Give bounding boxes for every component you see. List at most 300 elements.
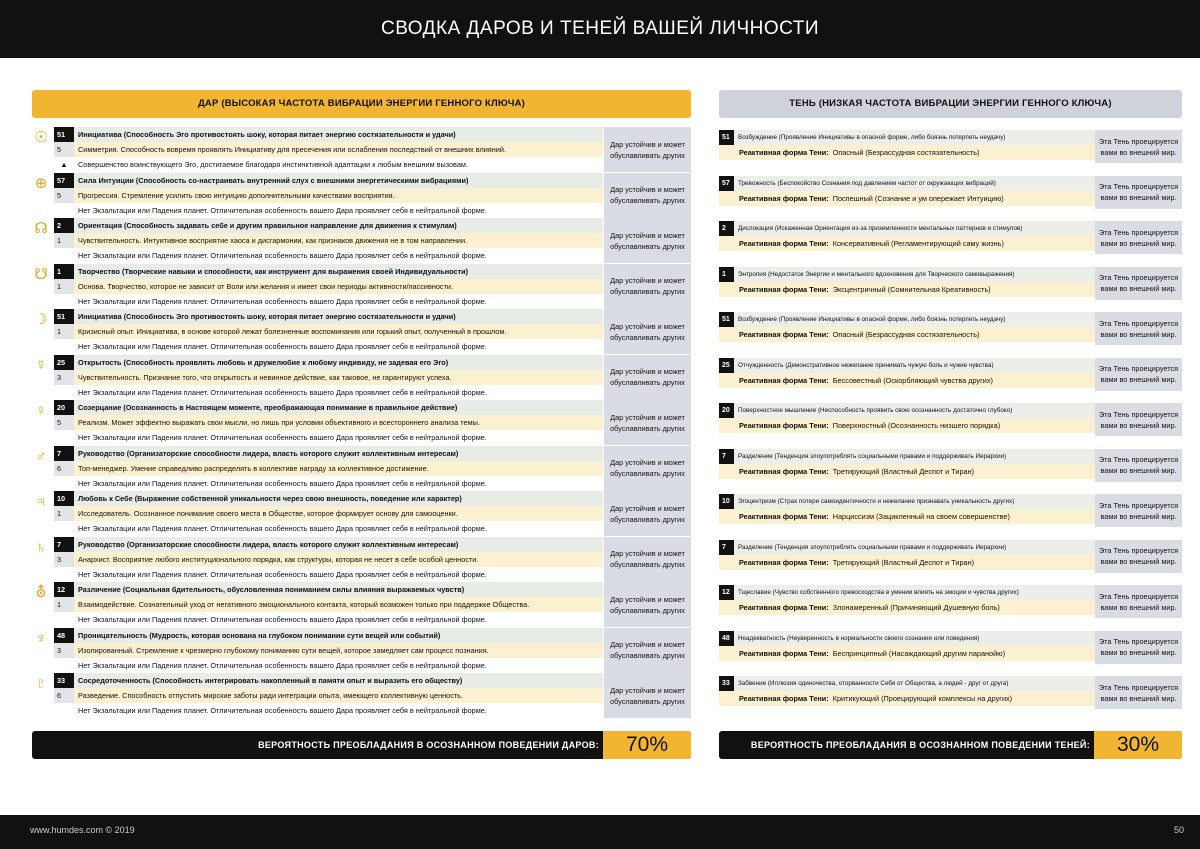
gift-line-row (54, 461, 603, 476)
gift-side-note: Дар устойчив и может обуславливать других (604, 218, 691, 263)
gifts-column (32, 90, 691, 719)
shadow-reactive-row (719, 646, 1095, 661)
shadow-side-note: Эта Тень проецируется вами во внешний мир. (1095, 585, 1182, 618)
shadow-reactive-value: Нарциссизм (Зацикленный на своем совершенстве) (832, 512, 1010, 521)
gift-exaltation-number (54, 567, 74, 582)
shadow-title-row (719, 221, 1095, 236)
gift-exaltation-text: Нет Экзальтации или Падения планет. Отличительная особенность вашего Дара проявляет себя в нейтральной форме. (78, 387, 487, 397)
shadow-side-note: Эта Тень проецируется вами во внешний мир. (1095, 221, 1182, 254)
shadow-row (719, 264, 1182, 310)
gift-row (32, 446, 691, 492)
gift-title-text: Сила Интуиции (Способность со-настраивать внутренний слух с внешними энергетическими вибрациями) (78, 175, 469, 185)
gift-title-row (54, 218, 603, 233)
shadow-title-row (719, 540, 1095, 555)
gift-row (32, 491, 691, 537)
shadow-reactive-label: Реактивная форма Тени: (739, 239, 829, 248)
gift-line-row (54, 506, 603, 521)
shadow-reactive-row (719, 464, 1095, 479)
gift-side-note: Дар устойчив и может обуславливать других (604, 264, 691, 309)
shadow-number: 2 (719, 221, 734, 236)
shadow-row (719, 582, 1182, 628)
shadow-reactive-label: Реактивная форма Тени: (739, 193, 829, 203)
gift-line-row (54, 415, 603, 430)
gift-line-text: Симметрия. Способность вовремя проявлять Инициативу для пресечения или ослабления последствий от внешних влияний. (78, 145, 506, 154)
gift-title-text: Любовь к Себе (Выражение собственной уникальности через свою внешность, поведение или характер) (78, 494, 462, 503)
gift-title-text: Инициатива (Способность Эго противостоять шоку, которая питает энергию состязательности и удачи) (78, 130, 456, 139)
shadow-row (719, 355, 1182, 401)
shadow-number: 7 (719, 540, 734, 555)
shadow-side-note: Эта Тень проецируется вами во внешний мир. (1095, 358, 1182, 391)
shadow-reactive-value: Консервативный (Регламентирующий саму жизнь) (832, 239, 1004, 248)
shadow-reactive-row (719, 327, 1095, 342)
gift-title-row (54, 537, 603, 552)
shadow-text: Тщеславие (Чувство собственного превосходства в умении влиять на эмоции и чувства других) (738, 589, 1019, 596)
gift-title-row (54, 446, 603, 461)
gift-side-note: Дар устойчив и может обуславливать других (604, 582, 691, 627)
shadow-title-row (719, 494, 1095, 509)
shadow-reactive-label: Реактивная форма Тени: (739, 421, 829, 430)
shadow-text: Возбуждение (Проявление Инициативы в опасной форме, либо боязнь потерпеть неудачу) (738, 134, 1006, 141)
gift-lines (54, 491, 603, 536)
gift-exaltation-row (54, 157, 603, 172)
gift-lines (54, 218, 603, 263)
shadow-reactive-value: Поверхностный (Осознанность низшего порядка) (832, 421, 1001, 430)
gift-exaltation-row (54, 612, 603, 627)
shadows-list (719, 127, 1182, 719)
shadow-row (719, 218, 1182, 264)
neptune-icon: ♆ (35, 629, 47, 647)
gift-title-number: 51 (54, 127, 74, 142)
gift-side-note: Дар устойчив и может обуславливать других (604, 628, 691, 673)
gift-lines (54, 628, 603, 673)
gift-lines (54, 582, 603, 627)
gift-exaltation-row (54, 203, 603, 218)
gift-title-row (54, 355, 603, 370)
shadow-lines (719, 676, 1095, 706)
gift-side-note: Дар устойчив и может обуславливать других (604, 673, 691, 718)
gift-title-row (54, 127, 603, 142)
gift-title-number: 10 (54, 491, 74, 506)
gifts-probability-bar (32, 731, 691, 759)
shadow-reactive-label: Реактивная форма Тени: (739, 648, 829, 658)
gift-exaltation-text: Нет Экзальтации или Падения планет. Отличительная особенность вашего Дара проявляет себя в нейтральной форме. (78, 296, 487, 306)
shadow-text: Возбуждение (Проявление Инициативы в опасной форме, либо боязнь потерпеть неудачу) (738, 316, 1006, 323)
shadow-title-row (719, 631, 1095, 646)
gift-exaltation-text: Нет Экзальтации или Падения планет. Отличительная особенность вашего Дара проявляет себя в нейтральной форме. (78, 478, 487, 488)
gift-title-row (54, 491, 603, 506)
gift-title-text: Открытость (Способность проявлять любовь и дружелюбие к любому индивиду, не задевая его Эго) (78, 357, 449, 367)
gift-title-number: 51 (54, 309, 74, 324)
shadow-reactive-value: Бессовестный (Оскорбляющий чувства других) (832, 375, 993, 385)
gift-exaltation-text: Нет Экзальтации или Падения планет. Отличительная особенность вашего Дара проявляет себя в нейтральной форме. (78, 569, 487, 579)
gift-title-row (54, 264, 603, 279)
shadow-side-note: Эта Тень проецируется вами во внешний мир. (1095, 176, 1182, 209)
shadow-title-row (719, 358, 1095, 373)
gift-line-text: Кризисный опыт. Инициатива, в основе которой лежат болезненные воспоминания или горький опыт, полученный в прошлом. (78, 327, 507, 336)
shadow-row (719, 309, 1182, 355)
gift-line-text: Чувствительность. Интуитивное восприятие хаоса и дисгармонии, как признаков движения не в том направлении. (78, 236, 468, 245)
shadow-number: 12 (719, 585, 734, 600)
shadow-title-row (719, 585, 1095, 600)
gift-side-note: Дар устойчив и может обуславливать других (604, 355, 691, 400)
gift-line-number: 5 (54, 142, 74, 157)
shadows-probability-bar (719, 731, 1182, 759)
shadow-row (719, 628, 1182, 674)
shadow-reactive-value: Опасный (Безрассудная состязательность) (832, 330, 980, 339)
gift-row (32, 355, 691, 401)
gift-exaltation-number (54, 385, 74, 400)
saturn-icon: ♄ (35, 538, 47, 556)
shadow-text: Разделение (Тенденция злоупотреблять социальными правами и поддерживать Иерархии) (738, 543, 1007, 551)
shadow-side-note: Эта Тень проецируется вами во внешний мир. (1095, 130, 1182, 163)
gift-line-number: 1 (54, 324, 74, 339)
shadow-reactive-row (719, 282, 1095, 297)
gift-side-note: Дар устойчив и может обуславливать других (604, 446, 691, 491)
gift-title-text: Руководство (Организаторские способности лидера, власть которого служит коллективным интересам) (78, 448, 459, 458)
gift-line-row (54, 370, 603, 385)
gift-line-number: 5 (54, 188, 74, 203)
gift-title-text: Инициатива (Способность Эго противостоять шоку, которая питает энергию состязательности и удачи) (78, 312, 456, 321)
gift-exaltation-text: Совершенство воинствующего Эго, достигаемое благодаря инстинктивной адаптации к любым внешним вызовам. (78, 160, 468, 169)
shadow-number: 57 (719, 176, 734, 191)
gift-exaltation-row (54, 339, 603, 354)
gift-title-number: 48 (54, 628, 74, 643)
gift-line-text: Разведение. Способность отпустить мирские заботы ради интеграции опыта, имеющего коллективную ценность. (78, 691, 464, 700)
shadow-row (719, 173, 1182, 219)
gift-lines (54, 400, 603, 445)
gift-side-note: Дар устойчив и может обуславливать других (604, 127, 691, 172)
shadow-side-note: Эта Тень проецируется вами во внешний мир. (1095, 312, 1182, 345)
gift-line-text: Изолированный. Стремление к чрезмерно глубокому пониманию сути вещей, которое замедляет сам процесс познания. (78, 645, 489, 655)
shadow-reactive-label: Реактивная форма Тени: (739, 512, 829, 521)
pluto-icon: ♇ (35, 675, 47, 692)
shadow-side-note: Эта Тень проецируется вами во внешний мир. (1095, 676, 1182, 709)
shadow-lines (719, 358, 1095, 388)
shadow-reactive-label: Реактивная форма Тени: (739, 466, 829, 476)
gift-exaltation-text: Нет Экзальтации или Падения планет. Отличительная особенность вашего Дара проявляет себя в нейтральной форме. (78, 342, 487, 351)
gift-line-row (54, 597, 603, 612)
gift-row (32, 582, 691, 628)
gift-exaltation-text: Нет Экзальтации или Падения планет. Отличительная особенность вашего Дара проявляет себя в нейтральной форме. (78, 615, 487, 624)
mars-icon: ♂ (35, 447, 47, 465)
shadow-title-row (719, 176, 1095, 191)
gift-exaltation-row (54, 521, 603, 536)
shadow-reactive-value: Третирующий (Властный Деспот и Тиран) (832, 466, 975, 476)
gifts-list (32, 127, 691, 719)
shadow-lines (719, 312, 1095, 342)
shadow-lines (719, 585, 1095, 615)
gift-title-text: Проницательность (Мудрость, которая основана на глубоком понимании сути вещей или событий) (78, 630, 441, 640)
gift-line-number: 3 (54, 552, 74, 567)
gift-exaltation-text: Нет Экзальтации или Падения планет. Отличительная особенность вашего Дара проявляет себя в нейтральной форме. (78, 251, 487, 260)
venus-icon: ♀ (35, 402, 47, 419)
shadow-lines (719, 403, 1095, 433)
gift-lines (54, 673, 603, 718)
gift-line-text: Взаимодействие. Сознательный уход от негативного эмоционального контакта, который возможен только при поддержке Общества. (78, 600, 530, 609)
gift-exaltation-row (54, 385, 603, 400)
shadow-reactive-row (719, 145, 1095, 160)
shadow-lines (719, 176, 1095, 206)
gift-title-row (54, 582, 603, 597)
gift-exaltation-row (54, 703, 603, 718)
gift-exaltation-row (54, 476, 603, 491)
gift-title-number: 20 (54, 400, 74, 415)
gift-title-text: Ориентация (Способность задавать себе и другим правильное направление для движения к стимулам) (78, 221, 457, 230)
gift-title-text: Сосредоточенность (Способность интегрировать накопленный в памяти опыт и выразить его обществу) (78, 676, 463, 685)
shadow-reactive-label: Реактивная форма Тени: (739, 557, 829, 567)
shadows-column (719, 90, 1182, 719)
shadow-number: 20 (719, 403, 734, 418)
gift-exaltation-number (54, 248, 74, 263)
gift-line-text: Прогрессия. Стремление усилить свою интуицию дополнительными качествами восприятия. (78, 190, 395, 200)
shadow-title-row (719, 312, 1095, 327)
shadow-text: Эгоцентризм (Страх потери самоидентичности и нежелание признавать уникальность других) (738, 498, 1015, 505)
gift-lines (54, 309, 603, 354)
gift-row (32, 309, 691, 355)
gift-title-number: 57 (54, 173, 74, 188)
gift-exaltation-row (54, 430, 603, 445)
gift-title-number: 1 (54, 264, 74, 279)
gift-title-row (54, 628, 603, 643)
gift-line-number: 1 (54, 506, 74, 521)
shadow-row (719, 127, 1182, 173)
gift-exaltation-text: Нет Экзальтации или Падения планет. Отличительная особенность вашего Дара проявляет себя в нейтральной форме. (78, 205, 487, 215)
shadow-lines (719, 449, 1095, 479)
gift-lines (54, 537, 603, 582)
gift-exaltation-number (54, 203, 74, 218)
shadow-number: 48 (719, 631, 734, 646)
gifts-probability-label: ВЕРОЯТНОСТЬ ПРЕОБЛАДАНИЯ В ОСОЗНАННОМ ПОВЕДЕНИИ ДАРОВ: (258, 740, 599, 750)
shadow-reactive-value: Опасный (Безрассудная состязательность) (832, 148, 980, 157)
gift-side-note: Дар устойчив и может обуславливать других (604, 537, 691, 582)
gift-row (32, 173, 691, 219)
shadow-text: Забвение (Иллюзия одиночества, оторванности Себя от Общества, а людей - друг от друга) (738, 680, 1009, 687)
page-number: 50 (1173, 825, 1184, 835)
shadow-side-note: Эта Тень проецируется вами во внешний мир. (1095, 540, 1182, 573)
shadow-reactive-label: Реактивная форма Тени: (739, 330, 829, 339)
shadow-title-row (719, 130, 1095, 145)
gift-title-row (54, 673, 603, 688)
shadow-title-row (719, 267, 1095, 282)
shadow-number: 25 (719, 358, 734, 373)
footer (0, 815, 1200, 849)
gift-title-row (54, 309, 603, 324)
shadow-side-note: Эта Тень проецируется вами во внешний мир. (1095, 403, 1182, 436)
shadow-side-note: Эта Тень проецируется вами во внешний мир. (1095, 267, 1182, 300)
shadow-row (719, 446, 1182, 492)
moon-icon: ☽ (34, 311, 48, 328)
shadow-number: 33 (719, 676, 734, 691)
gift-lines (54, 173, 603, 218)
gift-line-number: 1 (54, 233, 74, 248)
shadow-reactive-value: Поспешный (Сознание и ум опережает Интуицию) (832, 193, 1004, 203)
gift-exaltation-text: Нет Экзальтации или Падения планет. Отличительная особенность вашего Дара проявляет себя в нейтральной форме. (78, 524, 487, 533)
gift-exaltation-row (54, 294, 603, 309)
shadow-text: Разделение (Тенденция злоупотреблять социальными правами и поддерживать Иерархии) (738, 452, 1007, 460)
gift-row (32, 264, 691, 310)
shadows-header: ТЕНЬ (НИЗКАЯ ЧАСТОТА ВИБРАЦИИ ЭНЕРГИИ ГЕННОГО КЛЮЧА) (719, 90, 1182, 118)
shadow-reactive-row (719, 691, 1095, 706)
shadow-text: Отчужденность (Демонстративное нежелание принимать чужую боль и чужие чувства) (738, 361, 994, 369)
gift-lines (54, 264, 603, 309)
gift-exaltation-number (54, 476, 74, 491)
shadow-reactive-value: Критикующий (Проецирующий комплексы на других) (832, 694, 1013, 703)
gift-lines (54, 355, 603, 400)
gift-line-number: 3 (54, 643, 74, 658)
gift-title-text: Руководство (Организаторские способности лидера, власть которого служит коллективным интересам) (78, 539, 459, 549)
gift-line-row (54, 643, 603, 658)
shadow-side-note: Эта Тень проецируется вами во внешний мир. (1095, 449, 1182, 482)
shadow-reactive-value: Эксцентричный (Сомнительная Креативность) (832, 284, 991, 294)
shadow-text: Тревожность (Беспокойство Сознания под давлением частот от окружающих вибраций) (738, 179, 996, 187)
shadow-reactive-row (719, 555, 1095, 570)
gift-exaltation-row (54, 248, 603, 263)
footer-url: www.humdes.com © 2019 (30, 825, 135, 835)
shadow-reactive-label: Реактивная форма Тени: (739, 148, 829, 157)
gift-lines (54, 446, 603, 491)
shadow-reactive-label: Реактивная форма Тени: (739, 694, 829, 703)
gift-title-text: Творчество (Творческие навыки и способности, как инструмент для выражения своей Индивидуальности) (78, 266, 469, 276)
gift-exaltation-number (54, 612, 74, 627)
shadow-row (719, 400, 1182, 446)
shadow-text: Неадекватность (Неуверенность в нормальности своего сознания или поведения) (738, 634, 980, 642)
gift-line-number: 1 (54, 597, 74, 612)
page-title: СВОДКА ДАРОВ И ТЕНЕЙ ВАШЕЙ ЛИЧНОСТИ (381, 18, 819, 39)
gift-title-text: Различение (Социальная бдительность, обусловленная пониманием силы влияния выражаемых чувств) (78, 585, 465, 594)
shadow-title-row (719, 403, 1095, 418)
shadow-title-row (719, 676, 1095, 691)
gift-title-number: 7 (54, 446, 74, 461)
gift-line-number: 6 (54, 461, 74, 476)
south-node-icon: ☋ (34, 265, 48, 283)
gift-row (32, 127, 691, 173)
shadow-title-row (719, 449, 1095, 464)
shadow-lines (719, 631, 1095, 661)
shadows-probability-value: 30% (1094, 731, 1182, 759)
shadow-side-note: Эта Тень проецируется вами во внешний мир. (1095, 494, 1182, 527)
shadow-lines (719, 221, 1095, 251)
shadow-number: 7 (719, 449, 734, 464)
gift-line-text: Анархист. Восприятие любого институционального порядка, как структуры, которая не несет в себе особой ценности. (78, 554, 479, 564)
gift-line-text: Топ-менеджер. Умение справедливо распределять в коллективе награду за коллективное достижение. (78, 463, 429, 473)
gift-line-row (54, 324, 603, 339)
gifts-probability-value: 70% (603, 731, 691, 759)
north-node-icon: ☊ (34, 220, 48, 237)
shadow-reactive-label: Реактивная форма Тени: (739, 284, 829, 294)
shadow-reactive-label: Реактивная форма Тени: (739, 375, 829, 385)
shadow-lines (719, 267, 1095, 297)
shadow-reactive-row (719, 600, 1095, 615)
gift-exaltation-number (54, 658, 74, 673)
gift-line-text: Реализм. Может эффектно выражать свои мысли, но лишь при условии объективного и всестороннего анализа темы. (78, 418, 480, 427)
gift-line-row (54, 142, 603, 157)
gift-line-number: 1 (54, 279, 74, 294)
shadow-reactive-value: Третирующий (Властный Деспот и Тиран) (832, 557, 975, 567)
shadow-reactive-value: Злонамеренный (Причиняющий Душевную боль) (832, 603, 1000, 612)
gift-exaltation-number (54, 703, 74, 718)
gift-exaltation-number (54, 430, 74, 445)
gift-row (32, 400, 691, 446)
gift-exaltation-text: Нет Экзальтации или Падения планет. Отличительная особенность вашего Дара проявляет себя в нейтральной форме. (78, 706, 487, 715)
shadow-lines (719, 130, 1095, 160)
gifts-header: ДАР (ВЫСОКАЯ ЧАСТОТА ВИБРАЦИИ ЭНЕРГИИ ГЕННОГО КЛЮЧА) (32, 90, 691, 118)
gift-exaltation-text: Нет Экзальтации или Падения планет. Отличительная особенность вашего Дара проявляет себя в нейтральной форме. (78, 660, 487, 670)
mercury-icon: ☿ (35, 356, 47, 374)
gift-exaltation-number (54, 294, 74, 309)
shadow-text: Поверхностное мышление (Неспособность проявить свою осознанность достаточно глубоко) (738, 407, 1013, 414)
shadow-lines (719, 540, 1095, 570)
sun-icon: ☉ (34, 129, 48, 146)
gift-line-text: Чувствительность. Признание того, что открытость и невинное действие, как таковое, не гарантируют успеха. (78, 372, 452, 382)
gift-exaltation-row (54, 567, 603, 582)
gift-title-row (54, 173, 603, 188)
shadow-number: 51 (719, 130, 734, 145)
shadow-lines (719, 494, 1095, 524)
gift-title-number: 33 (54, 673, 74, 688)
uranus-icon: ⛢ (35, 584, 47, 601)
gift-title-text: Созерцание (Осознанность в Настоящем моменте, преображающая понимание в правильное действие) (78, 403, 458, 412)
gift-title-number: 12 (54, 582, 74, 597)
shadow-text: Энтропия (Недостаток Энергии и ментального вдохновения для Творческого самовыражения) (738, 270, 1015, 278)
gift-title-number: 2 (54, 218, 74, 233)
gift-exaltation-text: Нет Экзальтации или Падения планет. Отличительная особенность вашего Дара проявляет себя в нейтральной форме. (78, 433, 487, 442)
gift-row (32, 537, 691, 583)
gift-line-text: Исследователь. Осознанное понимание своего места в Обществе, которое формирует основу для самооценки. (78, 509, 458, 518)
gift-line-row (54, 188, 603, 203)
gift-title-number: 7 (54, 537, 74, 552)
shadow-reactive-value: Беспринципный (Насаждающий другим паранойю) (832, 648, 1006, 658)
gift-side-note: Дар устойчив и может обуславливать других (604, 491, 691, 536)
gift-title-row (54, 400, 603, 415)
shadow-reactive-row (719, 236, 1095, 251)
gift-line-number: 6 (54, 688, 74, 703)
shadow-number: 10 (719, 494, 734, 509)
gift-line-row (54, 233, 603, 248)
gift-line-row (54, 279, 603, 294)
jupiter-icon: ♃ (35, 493, 47, 510)
gift-exaltation-number (54, 521, 74, 536)
shadow-row (719, 491, 1182, 537)
gift-row (32, 218, 691, 264)
gift-line-row (54, 688, 603, 703)
shadow-reactive-row (719, 373, 1095, 388)
gift-lines (54, 127, 603, 172)
shadow-reactive-row (719, 418, 1095, 433)
gift-side-note: Дар устойчив и может обуславливать других (604, 400, 691, 445)
gift-side-note: Дар устойчив и может обуславливать других (604, 309, 691, 354)
gift-line-number: 5 (54, 415, 74, 430)
gift-line-number: 3 (54, 370, 74, 385)
shadow-row (719, 673, 1182, 719)
gift-title-number: 25 (54, 355, 74, 370)
gift-side-note: Дар устойчив и может обуславливать других (604, 173, 691, 218)
shadows-probability-label: ВЕРОЯТНОСТЬ ПРЕОБЛАДАНИЯ В ОСОЗНАННОМ ПОВЕДЕНИИ ТЕНЕЙ: (750, 740, 1090, 750)
gift-line-row (54, 552, 603, 567)
shadow-number: 51 (719, 312, 734, 327)
title-bar (0, 0, 1200, 58)
shadow-number: 1 (719, 267, 734, 282)
gift-exaltation-number (54, 339, 74, 354)
shadow-reactive-row (719, 509, 1095, 524)
shadow-side-note: Эта Тень проецируется вами во внешний мир. (1095, 631, 1182, 664)
shadow-row (719, 537, 1182, 583)
shadow-text: Дислокация (Искаженная Ориентация из-за приземленности ментальных паттернов и стимулов) (738, 225, 1023, 232)
gift-exaltation-number: ▲ (54, 157, 74, 172)
gift-row (32, 628, 691, 674)
gift-line-text: Основа. Творчество, которое не зависит от Воли или желания и имеет свои периоды активности/пассивности. (78, 281, 454, 291)
shadow-reactive-row (719, 191, 1095, 206)
shadow-reactive-label: Реактивная форма Тени: (739, 603, 829, 612)
